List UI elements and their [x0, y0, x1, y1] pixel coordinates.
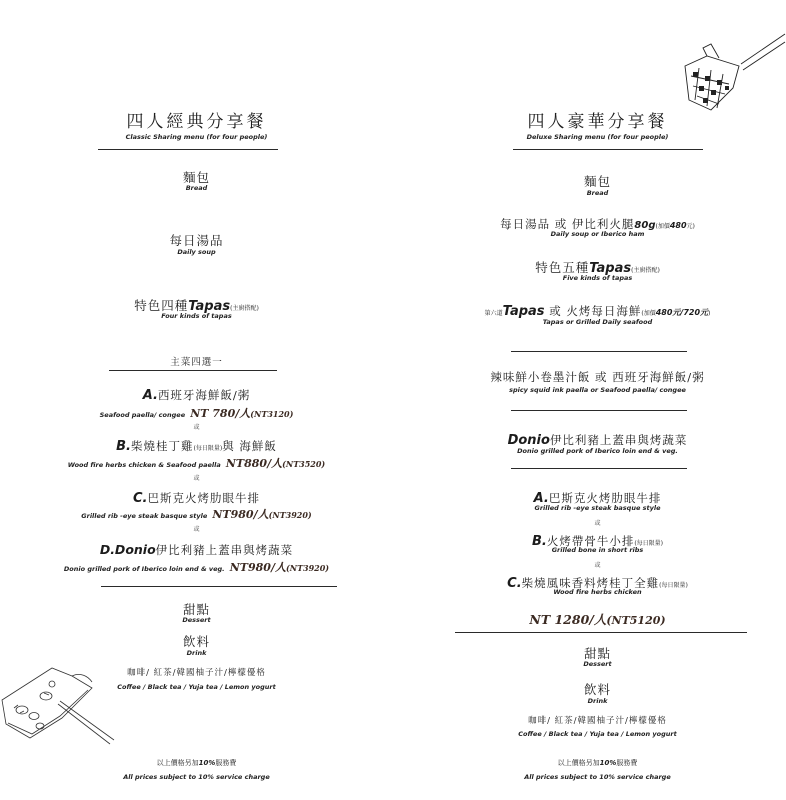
drink-list-en: Coffee / Black tea / Yuja tea / Lemon yogurt [117, 683, 276, 691]
tapas-word: Tapas [188, 299, 231, 314]
drink-item: 飲料 [182, 634, 210, 649]
main-b-letter: B. [116, 439, 131, 454]
main-d-line2 [0, 556, 393, 575]
main-b-en: Grilled bone in short ribs [551, 546, 644, 554]
donio-item [409, 429, 786, 448]
rice-bottom-divider [511, 410, 687, 411]
main-b-price: NT880/人 [225, 457, 283, 470]
main-d-en: Donio grilled pork of Iberico loin end & veg. [63, 565, 225, 573]
deluxe-price [409, 609, 786, 628]
soup-add: (加價 [655, 223, 670, 230]
main-d-name: 伊比利豬上蓋串與烤蔬菜 [155, 543, 294, 557]
drink-list: 咖啡/ 紅茶/韓國柚子汁/檸檬優格 [528, 716, 667, 726]
dessert-item-en: Dessert [583, 660, 612, 668]
or-divider-2: 或 [594, 562, 601, 569]
main-a-letter: A. [142, 388, 158, 403]
main-c-price: NT980/人 [212, 508, 269, 521]
main-b-name: 柴燒桂丁雞 [131, 439, 194, 453]
main-c-line2 [0, 503, 393, 522]
sixth-mid: 或 火烤每日海鮮 [544, 304, 642, 318]
hand-drawn-cutting-board-icon [0, 660, 120, 750]
service-charge-en: All prices subject to 10% service charge [524, 773, 671, 781]
soup-item: 每日湯品 [169, 233, 224, 248]
price-per-person: NT 1280/人 [529, 612, 607, 627]
drink-item-en: Drink [587, 697, 608, 705]
main-a-en: Seafood paella/ congee [99, 411, 186, 419]
bread-item-en: Bread [185, 184, 208, 192]
main-d-price: NT980/人 [229, 561, 286, 574]
drink-list-en: Coffee / Black tea / Yuja tea / Lemon yogurt [518, 730, 677, 738]
rice-item-en: spicy squid ink paella or Seafood paella/ congee [509, 386, 686, 394]
service-charge-en: All prices subject to 10% service charge [123, 773, 270, 781]
main-a-name: 巴斯克火烤肋眼牛排 [548, 491, 662, 505]
rice-item: 辣味鮮小卷墨汁飯 或 西班牙海鮮飯/粥 [490, 370, 705, 384]
sixth-label: 第六道 [484, 310, 503, 317]
main-c-letter: C. [133, 491, 148, 506]
main-a-en: Grilled rib -eye steak basque style [534, 504, 661, 512]
soup-item-en: Daily soup [177, 248, 216, 256]
menu-title-en: Deluxe Sharing menu (for four people) [526, 133, 669, 141]
tapas-note: (主廚搭配) [230, 305, 259, 312]
tapas-note: (主廚搭配) [631, 267, 660, 274]
drink-list: 咖啡/ 紅茶/韓國柚子汁/檸檬優格 [127, 668, 266, 678]
donio-divider [511, 468, 687, 469]
main-a-total: (NT3120) [250, 409, 294, 419]
price-divider [455, 632, 747, 633]
main-c-name: 巴斯克火烤肋眼牛排 [147, 491, 260, 505]
main-a [0, 384, 393, 403]
soup-weight: 80g [634, 220, 656, 231]
service-zh-a: 以上價格另加 [557, 759, 600, 767]
or-divider-3: 或 [193, 526, 200, 533]
sixth-add-price: 480元/720元 [655, 308, 709, 317]
tapas-word: Tapas [589, 261, 632, 276]
menu-title: 四人經典分享餐 [126, 112, 267, 132]
title-divider [98, 149, 278, 150]
price-total: (NT5120) [606, 614, 666, 627]
bread-item-en: Bread [586, 189, 609, 197]
main-c-en: Wood fire herbs chicken [553, 588, 642, 596]
dessert-item-en: Dessert [182, 616, 211, 624]
main-c-note: (每日限量) [659, 582, 688, 589]
soup-add-price: 480 [669, 221, 687, 230]
main-b-total: (NT3520) [282, 459, 326, 469]
dessert-item: 甜點 [182, 602, 210, 617]
mains-end-divider [101, 586, 337, 587]
tapas-item-en: Four kinds of tapas [161, 312, 232, 320]
bread-item: 麵包 [583, 174, 611, 189]
sixth-course-en: Tapas or Grilled Daily seafood [542, 318, 653, 326]
or-divider-2: 或 [193, 475, 200, 482]
donio-word: Donio [507, 433, 550, 448]
main-c-en: Grilled rib -eye steak basque style [81, 512, 208, 520]
main-c-name: 柴燒風味香料烤桂丁全雞 [521, 576, 660, 590]
main-b-en: Wood fire herbs chicken & Seafood paella [67, 461, 221, 469]
or-divider-1: 或 [594, 520, 601, 527]
rice-top-divider [511, 351, 687, 352]
main-a-name: 西班牙海鮮飯/粥 [157, 388, 251, 402]
main-d-letter: D.Donio [99, 542, 156, 557]
donio-name: 伊比利豬上蓋串與烤蔬菜 [549, 433, 688, 447]
sixth-course [409, 300, 786, 319]
deluxe-menu [393, 0, 786, 800]
service-zh-a: 以上價格另加 [156, 759, 199, 767]
main-a-letter: A. [533, 491, 549, 506]
service-charge-note [0, 758, 393, 768]
mains-header: 主菜四選一 [170, 357, 223, 368]
menu-title: 四人豪華分享餐 [527, 112, 668, 132]
drink-item-en: Drink [186, 649, 207, 657]
donio-item-en: Donio grilled pork of Iberico loin end & veg. [517, 447, 678, 455]
main-b-letter: B. [531, 534, 547, 549]
dessert-item: 甜點 [583, 646, 611, 661]
main-b-name: 火烤帶骨牛小排 [546, 534, 635, 548]
or-divider-1: 或 [193, 424, 200, 431]
menu-title-en: Classic Sharing menu (for four people) [125, 133, 268, 141]
main-b-join: 與 海鮮飯 [222, 439, 277, 453]
tapas-item-en: Five kinds of tapas [562, 274, 633, 282]
service-zh-b: 服務費 [215, 759, 237, 767]
service-charge-note [409, 758, 786, 768]
service-zh-b: 服務費 [616, 759, 638, 767]
drink-item: 飲料 [583, 682, 611, 697]
sixth-tapas: Tapas [502, 304, 545, 319]
sixth-add: (加價 [641, 310, 656, 317]
main-a-price: NT 780/人 [190, 407, 251, 420]
main-b-note: (每日限量) [634, 540, 664, 547]
title-divider [513, 149, 703, 150]
sixth-add-end: ) [708, 310, 711, 317]
mains-divider [109, 370, 277, 371]
soup-text: 每日湯品 或 伊比利火腿 [500, 217, 635, 231]
soup-or-ham-en: Daily soup or Iberico ham [550, 230, 645, 238]
service-pct: 10% [599, 759, 617, 767]
main-b-note: (每日限量) [193, 445, 223, 452]
main-c-total: (NT3920) [268, 510, 312, 520]
tapas-prefix: 特色五種 [535, 260, 590, 275]
service-pct: 10% [198, 759, 216, 767]
soup-add-unit: 元) [686, 223, 695, 230]
main-a-line2 [0, 402, 393, 421]
bread-item: 麵包 [182, 170, 210, 185]
tapas-prefix: 特色四種 [134, 298, 189, 313]
main-b-line2 [0, 452, 393, 471]
main-c-letter: C. [507, 576, 522, 591]
hand-drawn-fork-icon [681, 28, 786, 118]
main-d-total: (NT3920) [285, 563, 330, 573]
